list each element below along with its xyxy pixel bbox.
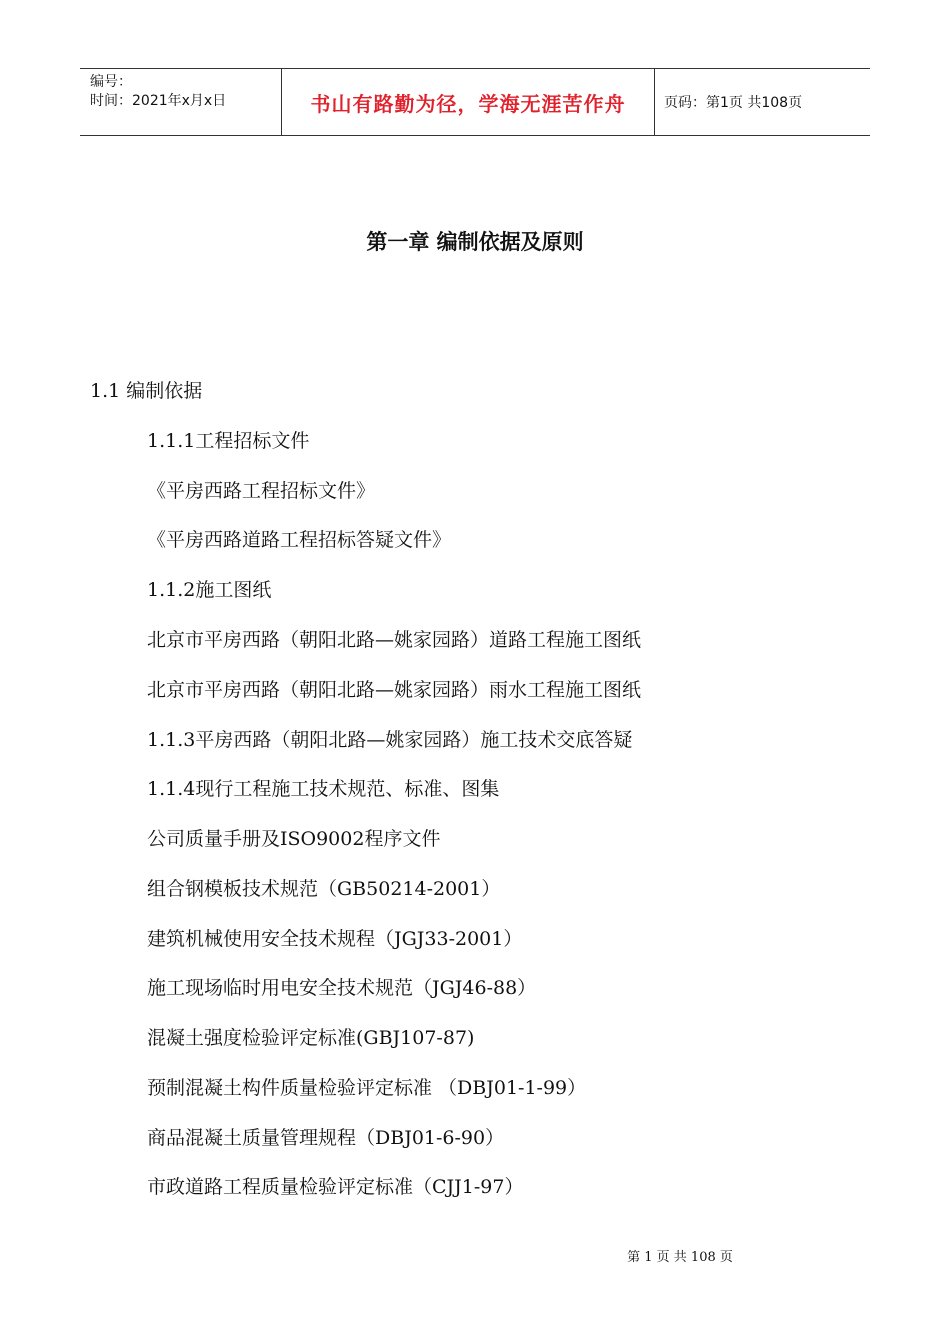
content-line: 北京市平房西路（朝阳北路—姚家园路）雨水工程施工图纸 — [147, 679, 642, 701]
content-line: 建筑机械使用安全技术规程（JGJ33-2001） — [147, 928, 523, 950]
content-line: 混凝土强度检验评定标准(GBJ107-87) — [147, 1027, 475, 1049]
header-motto: 书山有路勤为径，学海无涯苦作舟 — [281, 69, 655, 135]
content-line: 商品混凝土质量管理规程（DBJ01-6-90） — [147, 1127, 505, 1149]
content-line: 施工现场临时用电安全技术规范（JGJ46-88） — [147, 977, 537, 999]
subsection-heading: 1.1.1工程招标文件 — [147, 430, 310, 452]
header-page-info: 页码：第1页 共108页 — [664, 95, 803, 111]
content-line: 《平房西路道路工程招标答疑文件》 — [147, 529, 452, 551]
content-line: 预制混凝土构件质量检验评定标准 （DBJ01-1-99） — [147, 1077, 587, 1099]
content-line: 市政道路工程质量检验评定标准（CJJ1-97） — [147, 1176, 524, 1198]
chapter-title: 第一章 编制依据及原则 — [366, 230, 584, 254]
section-heading: 1.1 编制依据 — [90, 380, 203, 402]
subsection-heading: 1.1.4现行工程施工技术规范、标准、图集 — [147, 778, 500, 800]
document-number: 编号： — [90, 74, 132, 90]
subsection-heading: 1.1.2施工图纸 — [147, 579, 272, 601]
page-header — [80, 68, 870, 136]
content-line: 《平房西路工程招标文件》 — [147, 480, 376, 502]
content-line: 组合钢模板技术规范（GB50214-2001） — [147, 878, 501, 900]
content-line: 公司质量手册及ISO9002程序文件 — [147, 828, 441, 850]
subsection-heading: 1.1.3平房西路（朝阳北路—姚家园路）施工技术交底答疑 — [147, 729, 633, 751]
page-footer: 第 1 页 共 108 页 — [627, 1250, 733, 1265]
header-meta — [80, 69, 281, 135]
document-date: 时间：2021年x月x日 — [90, 93, 227, 109]
content-line: 北京市平房西路（朝阳北路—姚家园路）道路工程施工图纸 — [147, 629, 642, 651]
